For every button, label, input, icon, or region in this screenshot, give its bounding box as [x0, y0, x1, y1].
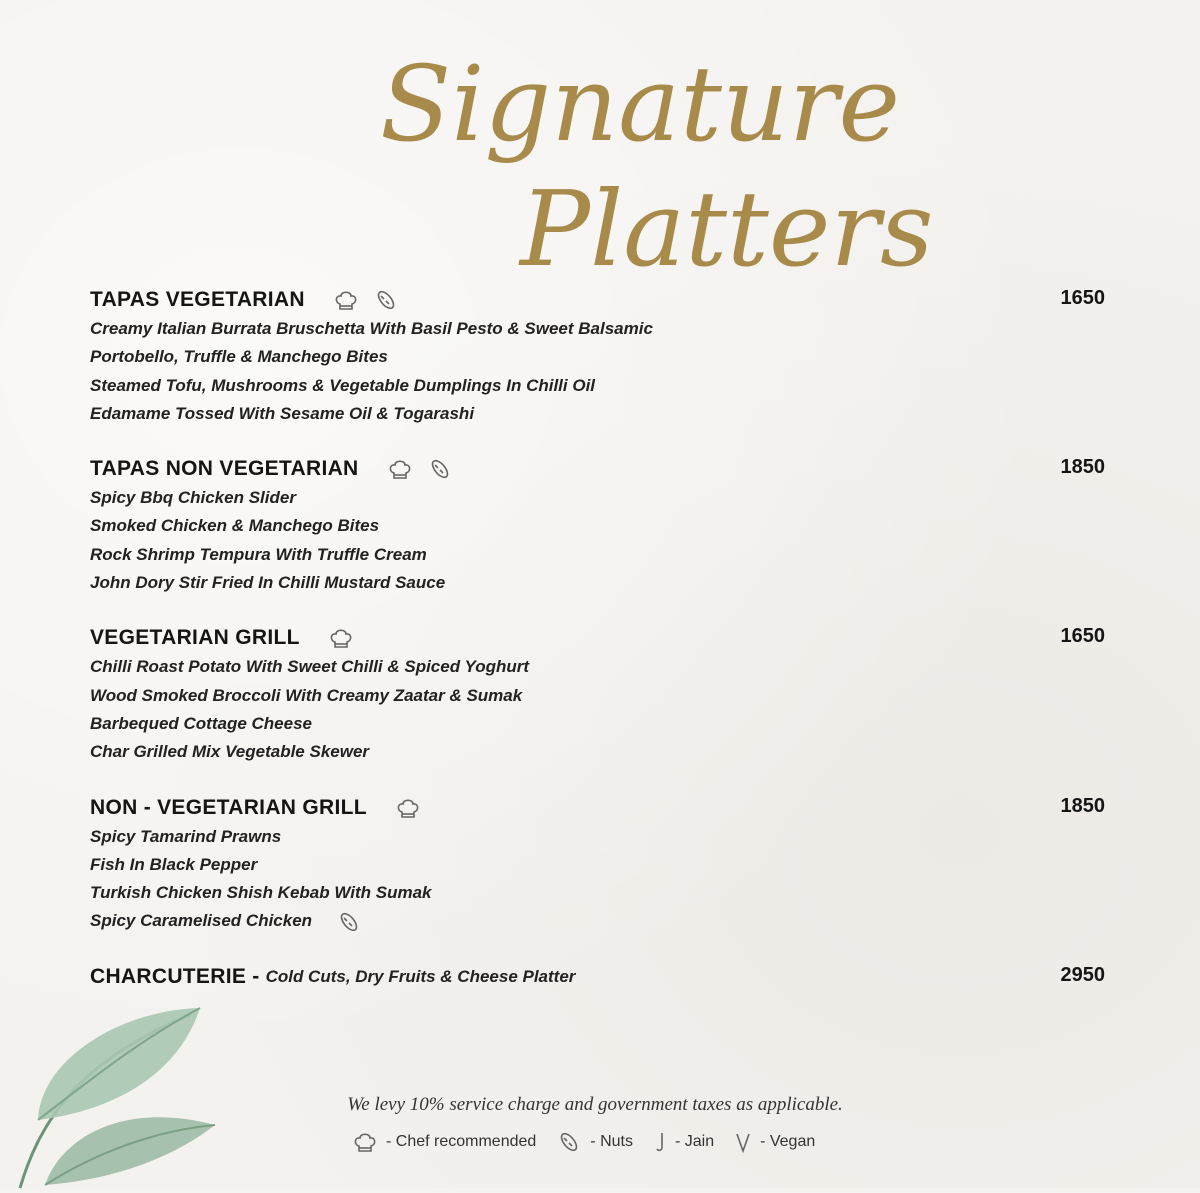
menu-item	[90, 315, 1105, 343]
menu-item-label: Spicy Bbq Chicken Slider	[90, 488, 296, 508]
section-header	[90, 285, 1105, 315]
section-header	[90, 623, 1105, 653]
menu-item-label: Wood Smoked Broccoli With Creamy Zaatar & Sumak	[90, 685, 523, 705]
section-price: 1850	[1060, 456, 1105, 479]
menu-item	[90, 682, 1105, 710]
chef-hat-icon	[387, 457, 413, 481]
menu-section	[90, 793, 1105, 936]
menu-item	[90, 343, 1105, 371]
section-price: 1650	[1060, 287, 1105, 309]
section-header	[90, 793, 1105, 823]
section-title: CHARCUTERIE -	[90, 964, 260, 988]
menu-item-label: Turkish Chicken Shish Kebab With Sumak	[90, 883, 432, 903]
menu-item	[90, 851, 1105, 879]
section-subtitle: Cold Cuts, Dry Fruits & Cheese Platter	[265, 966, 576, 986]
menu-item	[90, 541, 1105, 569]
menu-item-label: Spicy Caramelised Chicken	[90, 911, 313, 931]
icon-legend	[352, 1130, 835, 1154]
section-items	[90, 823, 1105, 936]
menu-item	[90, 738, 1105, 766]
legend-item	[352, 1130, 536, 1154]
vegan-icon	[734, 1130, 752, 1154]
section-icons	[328, 626, 354, 650]
section-items	[90, 484, 1105, 597]
menu-item-label: Fish In Black Pepper	[90, 854, 258, 874]
menu-item-label: Spicy Tamarind Prawns	[90, 826, 282, 846]
section-price: 1850	[1060, 794, 1105, 817]
menu-item-label: Char Grilled Mix Vegetable Skewer	[90, 742, 370, 762]
menu-item-label: Chilli Roast Potato With Sweet Chilli & Spiced Yoghurt	[90, 657, 530, 677]
menu-sections	[90, 285, 1105, 1018]
legend-item	[734, 1130, 815, 1154]
nut-icon	[556, 1130, 582, 1154]
section-price: 2950	[1060, 963, 1105, 986]
legend-item	[556, 1130, 633, 1154]
nut-icon	[373, 288, 399, 312]
section-icons	[333, 288, 399, 312]
section-header	[90, 962, 1105, 992]
menu-item	[90, 710, 1105, 738]
service-charge-note: We levy 10% service charge and government taxes as applicable.	[347, 1094, 843, 1115]
menu-item	[90, 569, 1105, 597]
legend-label: - Jain	[674, 1133, 715, 1150]
menu-item-label: Barbequed Cottage Cheese	[90, 713, 312, 733]
menu-item-label: Rock Shrimp Tempura With Truffle Cream	[90, 544, 427, 564]
nut-icon	[427, 457, 453, 481]
menu-section	[90, 454, 1105, 597]
menu-item-label: Smoked Chicken & Manchego Bites	[90, 516, 380, 536]
chef-hat-icon	[333, 288, 359, 312]
section-icons	[395, 796, 421, 820]
menu-item	[90, 400, 1105, 428]
menu-item	[90, 653, 1105, 681]
menu-title	[370, 20, 934, 295]
menu-item	[90, 512, 1105, 540]
menu-item	[90, 484, 1105, 512]
section-items	[90, 653, 1105, 766]
menu-item-label: John Dory Stir Fried In Chilli Mustard Sauce	[90, 573, 446, 593]
legend-label: - Chef recommended	[386, 1133, 537, 1150]
section-header	[90, 454, 1105, 484]
nut-icon	[336, 910, 362, 934]
menu-item-label: Edamame Tossed With Sesame Oil & Togarashi	[90, 403, 475, 423]
menu-item-label: Creamy Italian Burrata Bruschetta With Basil Pesto & Sweet Balsamic	[90, 319, 653, 338]
section-title: TAPAS NON VEGETARIAN	[90, 457, 359, 481]
section-title: NON - VEGETARIAN GRILL	[90, 795, 367, 819]
menu-section	[90, 962, 1105, 992]
legend-label: - Vegan	[760, 1133, 816, 1150]
legend-label: - Nuts	[590, 1133, 633, 1150]
menu-item-label: Portobello, Truffle & Manchego Bites	[90, 347, 388, 367]
title-line-2: Platters	[520, 168, 934, 290]
section-items	[90, 315, 1105, 428]
legend-item	[653, 1130, 714, 1154]
section-icons	[387, 457, 453, 481]
menu-item	[90, 879, 1105, 907]
section-title: VEGETARIAN GRILL	[90, 626, 300, 650]
menu-item	[90, 372, 1105, 400]
menu-item	[90, 823, 1105, 851]
chef-hat-icon	[352, 1130, 378, 1154]
menu-item-label: Steamed Tofu, Mushrooms & Vegetable Dumplings In Chilli Oil	[90, 375, 596, 395]
section-title: TAPAS VEGETARIAN	[90, 288, 305, 311]
chef-hat-icon	[395, 796, 421, 820]
title-line-1: Signature	[380, 43, 901, 165]
menu-section	[90, 285, 1105, 428]
jain-icon	[653, 1130, 667, 1154]
menu-section	[90, 623, 1105, 766]
menu-item	[90, 907, 1105, 935]
section-price: 1650	[1060, 625, 1105, 648]
chef-hat-icon	[328, 626, 354, 650]
